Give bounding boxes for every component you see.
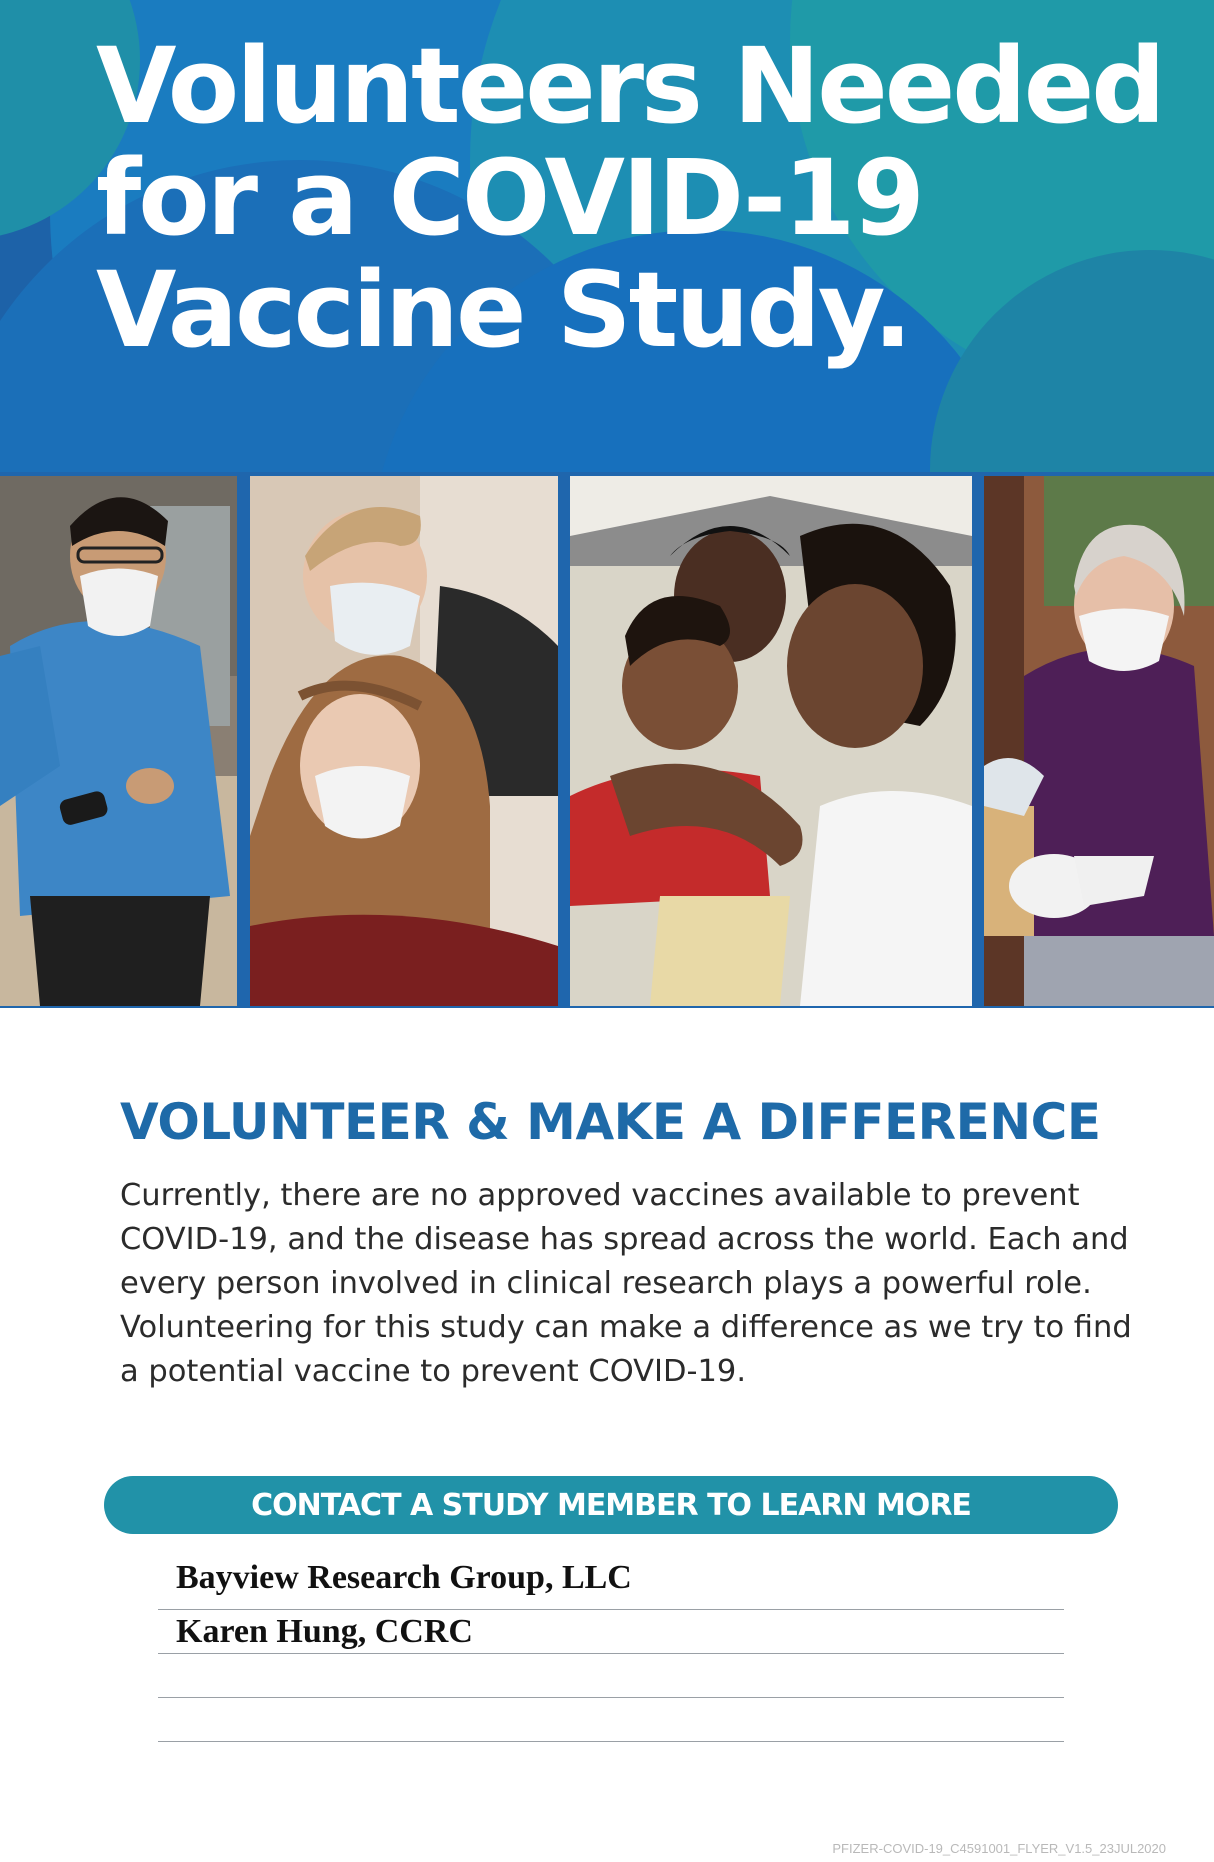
contact-banner: CONTACT A STUDY MEMBER TO LEARN MORE <box>104 1476 1118 1534</box>
section-heading: VOLUNTEER & MAKE A DIFFERENCE <box>120 1093 1101 1151</box>
body-paragraph <box>120 1174 1132 1394</box>
body-line: COVID-19, and the disease has spread across the world. Each and <box>120 1222 1129 1257</box>
photo-family <box>570 476 972 1006</box>
contact-rule <box>158 1653 1064 1654</box>
photo-strip <box>0 472 1214 1008</box>
photo-man-running <box>0 476 237 1006</box>
body-line: Currently, there are no approved vaccines available to prevent <box>120 1178 1080 1213</box>
contact-rule <box>158 1609 1064 1610</box>
headline-line-3: Vaccine Study. <box>96 249 910 371</box>
contact-rule <box>158 1697 1064 1698</box>
photo-older-woman <box>984 476 1214 1006</box>
contact-organization: Bayview Research Group, LLC <box>176 1559 632 1596</box>
body-line: a potential vaccine to prevent COVID-19. <box>120 1354 747 1389</box>
photo-hairdresser <box>250 476 558 1006</box>
page-title <box>96 25 1163 371</box>
body-line: every person involved in clinical research plays a powerful role. <box>120 1266 1092 1301</box>
headline-line-2: for a COVID-19 <box>96 137 922 259</box>
body-line: Volunteering for this study can make a difference as we try to find <box>120 1310 1132 1345</box>
headline-line-1: Volunteers Needed <box>96 25 1163 147</box>
contact-person: Karen Hung, CCRC <box>176 1613 473 1650</box>
document-code: PFIZER-COVID-19_C4591001_FLYER_V1.5_23JUL2020 <box>832 1841 1166 1856</box>
header-banner <box>0 0 1214 472</box>
contact-rule <box>158 1741 1064 1742</box>
